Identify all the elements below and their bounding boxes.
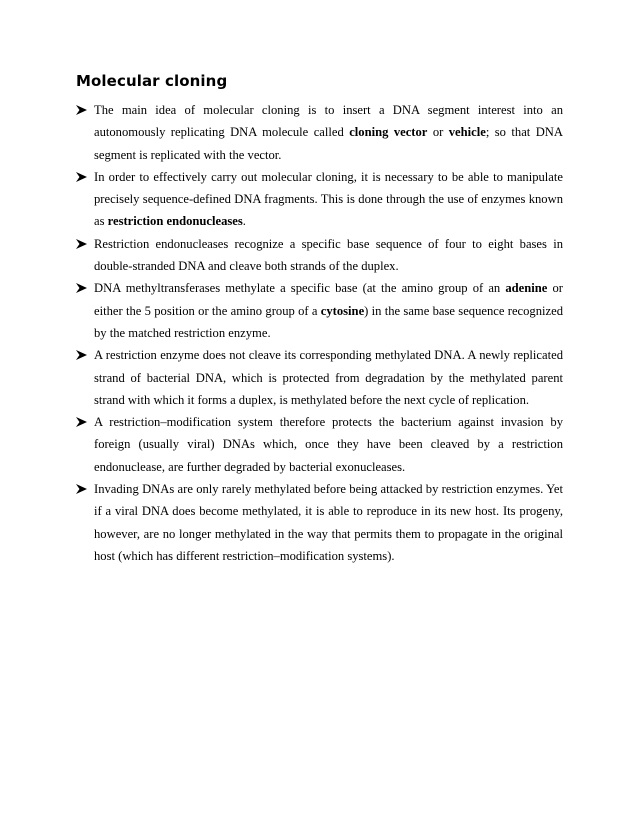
arrow-bullet-icon <box>76 344 88 366</box>
bullet-text <box>94 482 563 563</box>
bold-term: vehicle <box>448 125 486 140</box>
bold-term: restriction endonucleases <box>107 214 243 229</box>
bullet-item <box>76 233 563 278</box>
bullet-text <box>94 237 563 273</box>
text-segment: Restriction endonucleases recognize a specific base sequence of four to eight bases in double-stranded DNA and cleave both strands of the duplex. <box>94 236 563 274</box>
bold-term: adenine <box>505 281 548 296</box>
bullet-list <box>76 99 563 567</box>
bullet-text <box>94 415 563 474</box>
bullet-item <box>76 99 563 166</box>
text-segment: . <box>242 214 246 229</box>
bullet-item <box>76 277 563 344</box>
text-segment: In order to effectively carry out molecular cloning, it is necessary to be able to manipulate precisely sequence-defined DNA fragments. This is done through the use of enzymes known as <box>94 169 563 229</box>
bullet-text <box>94 281 563 340</box>
text-segment: The main idea of molecular cloning is to insert a DNA segment interest into an autonomously replicating DNA molecule called <box>94 103 563 140</box>
arrow-bullet-icon <box>76 411 88 433</box>
text-segment: ) in the same base sequence recognized by the matched restriction enzyme. <box>94 303 563 340</box>
bullet-item <box>76 478 563 567</box>
text-segment: or either the 5 position or the amino group of a <box>94 281 563 318</box>
bullet-item <box>76 166 563 233</box>
text-segment: ; so that DNA segment is replicated with the vector. <box>94 125 563 162</box>
bold-term: cytosine <box>320 303 365 318</box>
text-segment: A restriction–modification system therefore protects the bacterium against invasion by foreign (usually viral) DNAs which, once they have been cleaved by a restriction endonuclease, are further degraded by bacterial exonucleases. <box>94 415 563 474</box>
arrow-bullet-icon <box>76 99 88 121</box>
bullet-text <box>94 170 563 229</box>
bold-term: cloning vector <box>349 125 428 140</box>
bullet-item <box>76 344 563 411</box>
arrow-bullet-icon <box>76 478 88 500</box>
arrow-bullet-icon <box>76 277 88 299</box>
text-segment: Invading DNAs are only rarely methylated before being attacked by restriction enzymes. Yet if a viral DNA does become methylated, it is able to reproduce in its new host. Its progeny, however, are no longer methylated in the way that permits them to propagate in the original host (which has different restriction–modification systems). <box>94 482 563 563</box>
text-segment: or <box>427 125 449 140</box>
text-segment: DNA methyltransferases methylate a specific base (at the amino group of an <box>94 281 506 296</box>
bullet-item <box>76 411 563 478</box>
text-segment: A restriction enzyme does not cleave its corresponding methylated DNA. A newly replicated strand of bacterial DNA, which is protected from degradation by the methylated parent strand with which it forms a duplex, is methylated before the next cycle of replication. <box>94 348 563 407</box>
arrow-bullet-icon <box>76 166 88 188</box>
page-title: Molecular cloning <box>76 72 228 90</box>
bullet-text <box>94 348 563 407</box>
arrow-bullet-icon <box>76 233 88 255</box>
bullet-text <box>94 103 563 162</box>
